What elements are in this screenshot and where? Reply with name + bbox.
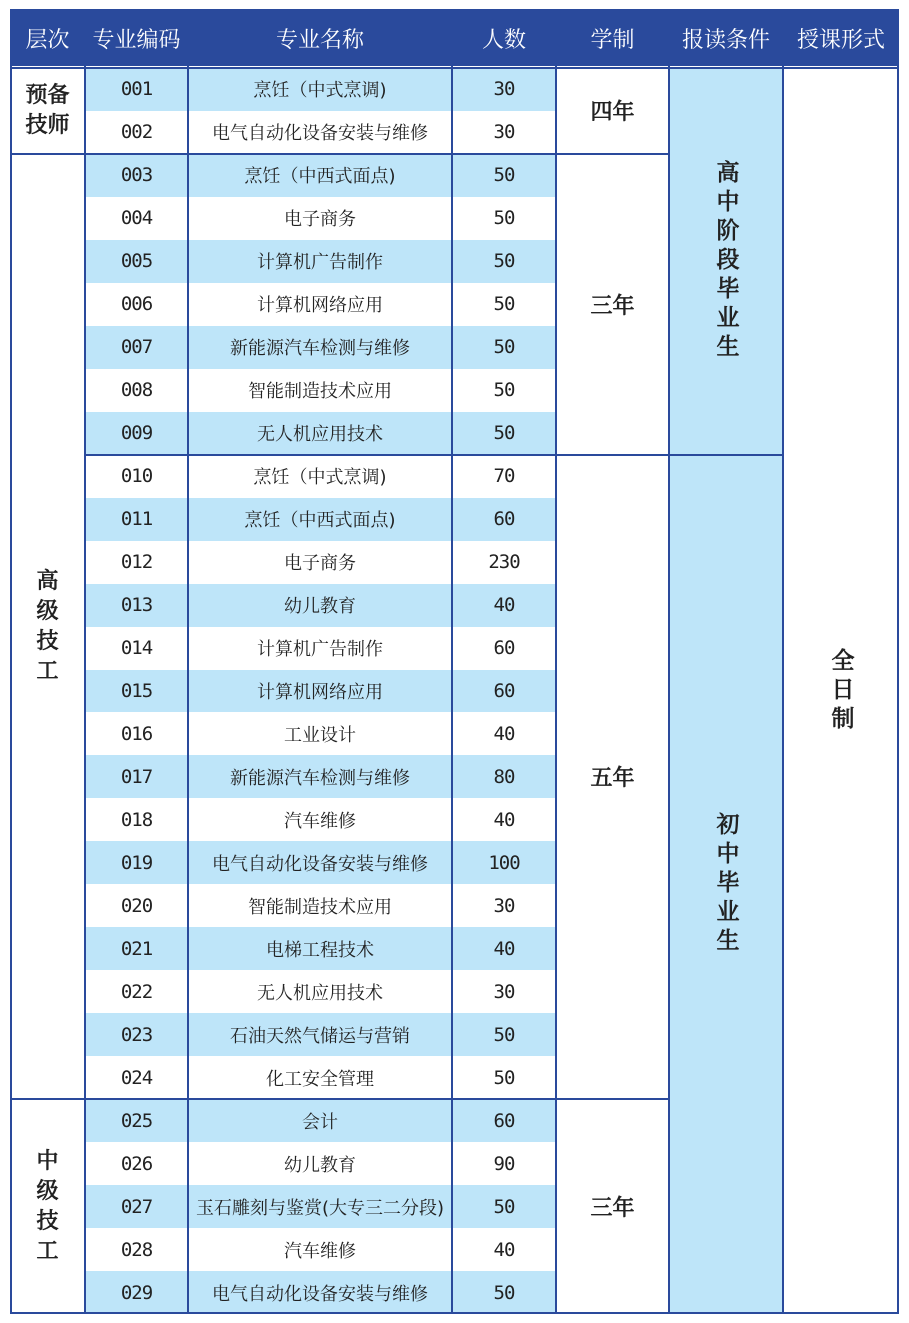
row-name: 玉石雕刻与鉴赏(大专三二分段) <box>188 1185 452 1228</box>
column-divider <box>451 10 453 1314</box>
enrollment-table <box>10 10 899 1314</box>
row-count: 30 <box>452 884 556 927</box>
row-code: 005 <box>85 240 188 283</box>
row-code: 004 <box>85 197 188 240</box>
row-count: 60 <box>452 670 556 713</box>
row-code: 028 <box>85 1228 188 1271</box>
row-code: 012 <box>85 541 188 584</box>
duration-group-label: 五年 <box>590 766 635 792</box>
row-name: 计算机广告制作 <box>188 240 452 283</box>
row-count: 30 <box>452 68 556 111</box>
row-count: 50 <box>452 1185 556 1228</box>
row-count: 230 <box>452 541 556 584</box>
row-code: 002 <box>85 111 188 154</box>
row-name: 电气自动化设备安装与维修 <box>188 111 452 154</box>
level-group-label: 高级技工 <box>36 568 59 684</box>
level-group <box>10 1099 85 1314</box>
row-count: 60 <box>452 498 556 541</box>
row-count: 40 <box>452 712 556 755</box>
header-name: 专业名称 <box>188 10 452 66</box>
row-name: 会计 <box>188 1099 452 1142</box>
row-code: 025 <box>85 1099 188 1142</box>
border-right <box>897 10 899 1314</box>
row-code: 015 <box>85 670 188 713</box>
row-count: 50 <box>452 326 556 369</box>
row-code: 014 <box>85 627 188 670</box>
row-name: 电子商务 <box>188 541 452 584</box>
condition-group <box>669 455 783 1314</box>
row-name: 汽车维修 <box>188 1228 452 1271</box>
row-code: 011 <box>85 498 188 541</box>
row-name: 烹饪（中西式面点) <box>188 498 452 541</box>
row-count: 40 <box>452 584 556 627</box>
row-code: 026 <box>85 1142 188 1185</box>
border-top <box>10 9 899 11</box>
duration-group <box>556 154 669 455</box>
condition-group-label: 高中阶段毕业生 <box>712 159 739 363</box>
row-name: 汽车维修 <box>188 798 452 841</box>
condition-divider <box>669 454 783 456</box>
duration-group <box>556 1099 669 1314</box>
row-count: 50 <box>452 240 556 283</box>
row-code: 018 <box>85 798 188 841</box>
row-code: 001 <box>85 68 188 111</box>
mode-group-label: 全日制 <box>827 647 854 735</box>
row-count: 50 <box>452 197 556 240</box>
row-name: 智能制造技术应用 <box>188 884 452 927</box>
duration-group <box>556 455 669 1099</box>
row-count: 80 <box>452 755 556 798</box>
header-divider <box>10 67 899 69</box>
row-name: 电气自动化设备安装与维修 <box>188 1271 452 1314</box>
level-divider <box>10 153 85 155</box>
row-count: 60 <box>452 1099 556 1142</box>
row-code: 013 <box>85 584 188 627</box>
level-group <box>10 154 85 1099</box>
row-name: 无人机应用技术 <box>188 412 452 455</box>
row-count: 100 <box>452 841 556 884</box>
header-count: 人数 <box>452 10 556 66</box>
row-name: 新能源汽车检测与维修 <box>188 326 452 369</box>
condition-group-label: 初中毕业生 <box>712 811 739 957</box>
section-divider <box>85 454 556 456</box>
row-name: 化工安全管理 <box>188 1056 452 1099</box>
row-code: 019 <box>85 841 188 884</box>
section-divider <box>85 1098 556 1100</box>
row-code: 009 <box>85 412 188 455</box>
row-count: 40 <box>452 798 556 841</box>
condition-group <box>669 68 783 455</box>
column-divider <box>187 10 189 1314</box>
row-count: 50 <box>452 369 556 412</box>
level-group <box>10 68 85 154</box>
header-code: 专业编码 <box>85 10 188 66</box>
row-code: 021 <box>85 927 188 970</box>
level-group-label: 中级技工 <box>36 1148 59 1264</box>
column-divider <box>84 10 86 1314</box>
row-count: 50 <box>452 283 556 326</box>
row-name: 石油天然气储运与营销 <box>188 1013 452 1056</box>
row-name: 计算机网络应用 <box>188 670 452 713</box>
row-name: 计算机网络应用 <box>188 283 452 326</box>
row-count: 90 <box>452 1142 556 1185</box>
section-divider <box>85 153 556 155</box>
level-divider <box>10 1098 85 1100</box>
row-code: 007 <box>85 326 188 369</box>
mode-group <box>783 68 899 1314</box>
duration-divider <box>556 153 669 155</box>
row-name: 幼儿教育 <box>188 584 452 627</box>
row-code: 008 <box>85 369 188 412</box>
header-mode: 授课形式 <box>783 10 899 66</box>
row-name: 工业设计 <box>188 712 452 755</box>
row-code: 006 <box>85 283 188 326</box>
row-count: 50 <box>452 1271 556 1314</box>
row-count: 30 <box>452 111 556 154</box>
row-name: 智能制造技术应用 <box>188 369 452 412</box>
duration-group <box>556 68 669 154</box>
header-duration: 学制 <box>556 10 669 66</box>
header-level: 层次 <box>10 10 85 66</box>
row-count: 50 <box>452 154 556 197</box>
column-divider <box>668 10 670 1314</box>
row-name: 幼儿教育 <box>188 1142 452 1185</box>
row-code: 016 <box>85 712 188 755</box>
row-name: 无人机应用技术 <box>188 970 452 1013</box>
row-name: 烹饪（中西式面点) <box>188 154 452 197</box>
border-left <box>10 10 12 1314</box>
duration-group-label: 三年 <box>590 293 635 319</box>
row-name: 烹饪（中式烹调) <box>188 68 452 111</box>
column-divider <box>782 10 784 1314</box>
row-code: 010 <box>85 455 188 498</box>
row-count: 50 <box>452 1056 556 1099</box>
row-count: 50 <box>452 1013 556 1056</box>
level-group-label: 预备技师 <box>25 82 70 138</box>
row-name: 电子商务 <box>188 197 452 240</box>
column-divider <box>555 10 557 1314</box>
row-name: 电气自动化设备安装与维修 <box>188 841 452 884</box>
row-name: 电梯工程技术 <box>188 927 452 970</box>
duration-group-label: 三年 <box>590 1196 635 1222</box>
duration-divider <box>556 454 669 456</box>
row-code: 022 <box>85 970 188 1013</box>
row-code: 020 <box>85 884 188 927</box>
row-code: 003 <box>85 154 188 197</box>
border-bottom <box>10 1312 899 1314</box>
row-name: 烹饪（中式烹调) <box>188 455 452 498</box>
row-code: 029 <box>85 1271 188 1314</box>
row-code: 027 <box>85 1185 188 1228</box>
header-condition: 报读条件 <box>669 10 783 66</box>
row-count: 30 <box>452 970 556 1013</box>
row-code: 023 <box>85 1013 188 1056</box>
row-code: 017 <box>85 755 188 798</box>
duration-divider <box>556 1098 669 1100</box>
row-count: 40 <box>452 927 556 970</box>
row-count: 70 <box>452 455 556 498</box>
row-count: 50 <box>452 412 556 455</box>
row-count: 60 <box>452 627 556 670</box>
row-name: 计算机广告制作 <box>188 627 452 670</box>
row-name: 新能源汽车检测与维修 <box>188 755 452 798</box>
duration-group-label: 四年 <box>590 100 635 126</box>
row-code: 024 <box>85 1056 188 1099</box>
row-count: 40 <box>452 1228 556 1271</box>
